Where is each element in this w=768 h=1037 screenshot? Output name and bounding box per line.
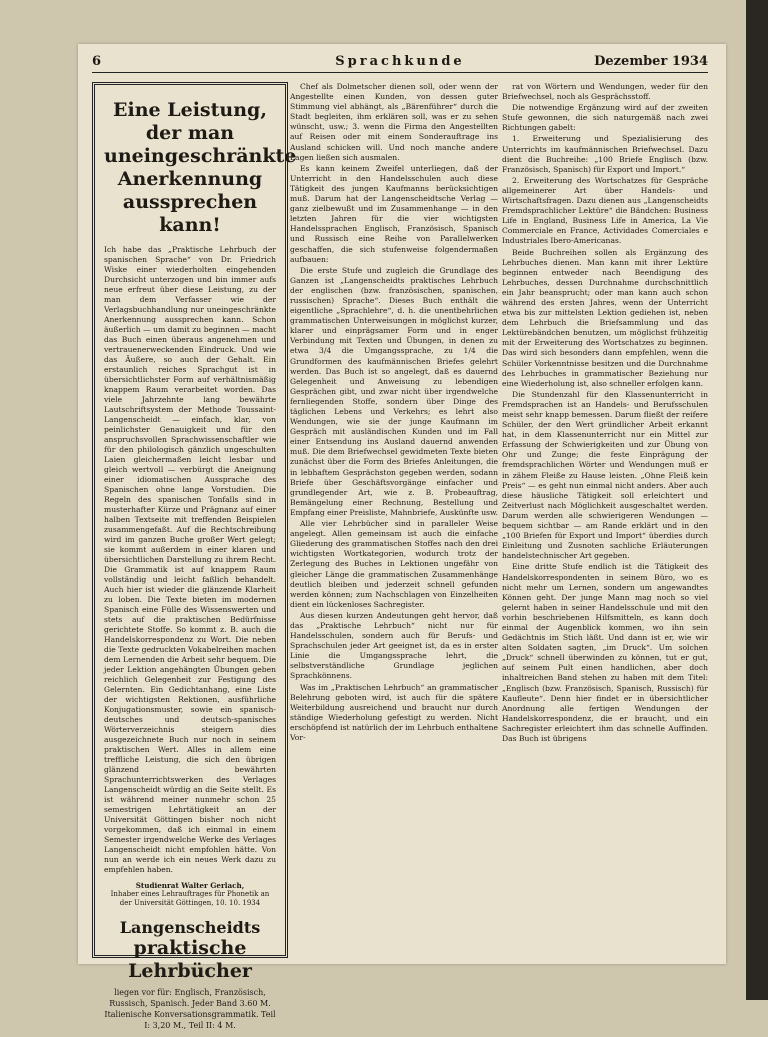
paragraph: Beide Buchreihen sollen als Ergänzung des Lehrbuches dienen. Man kann mit ihrer Lektüre beginnen entweder nach Beendigung des Lehrbuches, dessen Durchnahme durchschnittlich ein Jahr beansprucht; oder man kann auch schon während des ersten Jahres, wenn der Unterricht etwa bis zur mittelsten Lektion gediehen ist, neben dem Lehrbuch die Briefsammlung und das Lektürebändchen benutzen, um möglichst frühzeitig mit der Erweiterung des Wortschatzes zu beginnen. Das wird sich besonders dann empfehlen, wenn die Schüler Vorkenntnisse besitzen und die Durchnahme des Lehrbuches in grammatischer Beziehung nur eine Wiederholung ist, also schneller erfolgen kann. [502, 247, 708, 388]
scan-edge [746, 0, 768, 1000]
article-column-3 [502, 82, 708, 745]
newspaper-page [78, 44, 726, 1030]
paragraph: Aus diesen kurzen Andeutungen geht hervor, daß das „Praktische Lehrbuch“ nicht nur für Handelsschulen, sondern auch für Berufs- und Sprachschulen jeder Art geeignet ist, da es in erster Linie die Umgangssprache lehrt, die selbstverständliche Grundlage jeglichen Sprachkönnens. [290, 610, 498, 681]
paragraph: Die erste Stufe und zugleich die Grundlage des Ganzen ist „Langenscheidts praktisches Lehrbuch der englischen (bzw. französischen, spanischen, russischen) Sprache“. Dieses Buch enthält die eigentliche „Sprachlehre“, d. h. die unentbehrlichen grammatischen Unterweisungen in möglichst kurzer, klarer und einprägsamer Form und in enger Verbindung mit Texten und Übungen, in denen zu etwa 3/4 die Umgangssprache, zu 1/4 die Grundformen des kaufmännischen Briefes gelehrt werden. Das Buch ist so angelegt, daß es dauernd Gelegenheit und Anweisung zu lebendigen Gesprächen gibt, und zwar nicht über irgendwelche fernliegenden Stoffe, sondern über Dinge des täglichen Lebens und Verkehrs; es lehrt also Wendungen, wie sie der junge Kaufmann im Gespräch mit ausländischen Kunden und im Fall einer Entsendung ins Ausland dauernd anwenden muß. Die dem Briefwechsel gewidmeten Texte bieten zunächst über die Form des Briefes Anleitungen, die in lebhaftem Gesprächston gegeben werden, sodann Briefe über Geschäftsvorgänge einfacher und grundlegender Art, wie z. B. Probeauftrag, Bemängelung einer Rechnung, Bestellung und Empfang einer Preisliste, Mahnbriefe, Auskünfte usw. [290, 265, 499, 517]
ad-signature-subtitle: Inhaber eines Lehrauftrages für Phonetik an der Universität Göttingen, 10. 10. 1934 [110, 890, 270, 907]
paragraph: Die Stundenzahl für den Klassenunterricht in Fremdsprachen ist an Handels- und Berufsschulen meist sehr knapp bemessen. Darum fließt der reifere Schüler, der den Wert gründlicher Arbeit erkannt hat, in dem Klassenunterricht nur ein Mittel zur Erfassung der Schwierigkeiten und zur Übung von Ohr und Zunge; die feste Einprägung der fremdsprachlichen Wörter und Wendungen muß er in zähem Fleiße zu Hause leisten. „Ohne Fleiß kein Preis“ — es geht nun einmal nicht anders. Aber auch diese häusliche Tätigkeit soll erleichtert und Zeitverlust nach Möglichkeit ausgeschaltet werden. Darum werden alle schwierigeren Wendungen — bequem sichtbar — am Rande erklärt und in den „100 Briefen für Export und Import“ überdies durch Einleitung und Zusnoten sachliche Erläuterungen handelstechnischer Art gegeben. [502, 389, 708, 561]
paragraph: Chef als Dolmetscher dienen soll, oder wenn der Angestellte einen Kunden, von dessen guter Stimmung viel abhängt, als „Bärenführer“ durch die Stadt begleiten, ihm erklären soll, was er zu sehen wünscht, usw.; 3. wenn die Firma den Angestellten auf Reisen oder mit einem Sonderauftrage ins Ausland schicken will. Und noch manche andere Lagen ließen sich ausmalen. [290, 82, 498, 162]
paragraph: Die notwendige Ergänzung wird auf der zweiten Stufe gewonnen, die sich naturgemäß nach zwei Richtungen gabelt: [502, 103, 708, 133]
paragraph: 2. Erweiterung des Wortschatzes für Gespräche allgemeinerer Art über Handels- und Wirtschaftsfragen. Dazu dienen aus „Langenscheidts Fremdsprachlicher Lektüre“ die Bändchen: Business Life in England, Business Life in America, La Vie Commerciale en France, Actividades Comerciales e Industriales Ibero-Americanas. [502, 175, 708, 246]
advertisement-box [92, 82, 297, 1030]
ad-offer: liegen vor für: Englisch, Französisch, Russisch, Spanisch. Jeder Band 3.60 M. Italienische Konversationsgrammatik. Teil I: 3,20 M., Teil II: 4 M. [104, 988, 276, 1030]
publication-title: Sprachkunde [335, 54, 465, 69]
page-number: 6 [92, 54, 102, 69]
ad-brand-line1: Langenscheidts [119, 918, 261, 937]
ad-heading: Eine Leistung, der man uneingeschränkte Anerkennung aussprechen kann! [104, 99, 297, 236]
ad-signature: Studienrat Walter Gerlach, [135, 881, 245, 890]
paragraph: rat von Wörtern und Wendungen, weder für den Briefwechsel, noch als Gesprächsstoff. [502, 82, 708, 102]
ad-body: Ich habe das „Praktische Lehrbuch der spanischen Sprache“ von Dr. Friedrich Wiske einer wiederholten eingehenden Durchsicht unterzogen und bin immer aufs neue erfreut über diese Leistung, zu der man dem Verfasser wie der Verlagsbuchhandlung nur uneingeschränkte Anerkennung aussprechen kann. Schon äußerlich — um damit zu beginnen — macht das Buch einen überaus angenehmen und vertrauenerweckenden Eindruck. Und wie das Äußere, so auch der Gehalt. Ein erstaunlich reiches Sprachgut ist in übersichtlichster Form auf verhältnismäßig knappem Raum verarbeitet worden. Das viele Jahrzehnte lang bewährte Lautschriftsystem der Methode Toussaint-Langenscheidt — einfach, klar, von peinlichster Genauigkeit und für den anspruchsvollen Sprachwissenschaftler wie für den philologisch gänzlich ungeschulten Laien gleichermaßen leicht lesbar und gleich wertvoll — verbürgt die Aneignung einer idiomatischen Aussprache des Spanischen ohne lange Vorstudien. Die Regeln des spanischen Tonfalls sind in musterhafter Kürze und Prägnanz auf einer halben Textseite mit treffenden Beispielen zusammengefaßt. Auf die Rechtschreibung wird im ganzen Buche großer Wert gelegt; sie kommt außerdem in einer klaren und übersichtlichen Darstellung zu ihrem Recht. Die Grammatik ist auf knappem Raum vollständig und leicht faßlich behandelt. Auch hier ist wieder die glänzende Klarheit zu loben. Die Texte bieten im modernen Spanisch eine Fülle des Wissenswerten und stets auf die praktischen Bedürfnisse gerichtete Stoffe. So kommt z. B. auch die Handelskorrespondenz zu Wort. Die neben die Texte gedruckten Vokabelreihen machen dem Lernenden die Arbeit sehr bequem. Die jeder Lektion angehängten Übungen geben reichlich Gelegenheit zur Festigung des Gelernten. Ein Gedichtanhang, eine Liste der wichtigsten Rektionen, ausführliche Konjugationsmuster, sowie ein spanisch-deutsches und deutsch-spanisches Wörterverzeichnis steigern dies ausgezeichnete Buch nur noch in seinem praktischen Wert. Alles in allem eine treffliche Leistung, die sich den übrigen glänzend bewährten Sprachunterrichtswerken des Verlages Langenscheidt würdig an die Seite stellt. Es ist während meiner nunmehr schon 25 semestrigen Lehrtätigkeit an der Universität Göttingen bisher noch nicht vorgekommen, daß ich einmal in einem Semester irgendwelche Werke des Verlages Langenscheidt nicht empfohlen hätte. Von nun an werde ich ein neues Werk dazu zu empfehlen haben. [104, 245, 276, 874]
paragraph: Alle vier Lehrbücher sind in paralleler Weise angelegt. Allen gemeinsam ist auch die einfache Gliederung des grammatischen Stoffes nach den drei wichtigsten Wortkategorien, wodurch trotz der Zerlegung des Buches in Lektionen ungefähr von gleicher Länge die grammatischen Zusammenhänge deutlich bleiben und jederzeit schnell gefunden werden können; zum Nachschlagen von Einzelheiten dient ein lückenloses Sachregister. [290, 519, 498, 609]
ad-brand-line2: praktische Lehrbücher [128, 937, 252, 982]
header-rule [92, 72, 708, 73]
issue-date: Dezember 1934 [594, 54, 708, 69]
paragraph: Was im „Praktischen Lehrbuch“ an grammatischer Belehrung geboten wird, ist auch für die spätere Weiterbildung ausreichend und braucht nur durch ständige Wiederholung gefestigt zu werden. Nicht erschöpfend ist natürlich der im Lehrbuch enthaltene Vor- [290, 682, 498, 742]
paragraph: Es kann keinem Zweifel unterliegen, daß der Unterricht in den Handelsschulen auch diese Tätigkeit des jungen Kaufmanns berücksichtigen muß. Darum hat der Langenscheidtsche Verlag — ganz zielbewußt und im Zusammenhange — in den letzten Jahren für die vier wichtigsten Handelssprachen Englisch, Französisch, Spanisch und Russisch eine Reihe von Parallelwerken geschaffen, die sich stufenweise folgendermaßen aufbauen: [290, 163, 498, 264]
paragraph: 1. Erweiterung und Spezialisierung des Unterrichts im kaufmännischen Briefwechsel. Dazu dient die Buchreihe: „100 Briefe Englisch (bzw. Französisch, Spanisch) für Export und Import.“ [502, 134, 708, 174]
article-column-2 [290, 82, 498, 744]
paragraph: Eine dritte Stufe endlich ist die Tätigkeit des Handelskorrespondenten in seinem Büro, wo es nicht mehr um Lernen, sondern um angewandtes Können geht. Der junge Mann mag noch so viel gelernt haben in seiner Handelsschule und mit den vorhin beschriebenen Hilfsmitteln, es kann doch einmal der Augenblick kommen, wo ihn sein Gedächtnis im Stich läßt. Und dann ist er, wie wir alten Soldaten sagten, „im Druck“. Um solchen „Druck“ schnell überwinden zu können, tut er gut, auf seinem Pult einen handlichen, aber doch inhaltreichen Band stehen zu haben mit dem Titel: „Englisch (bzw. Französisch, Spanisch, Russisch) für Kaufleute“. Denn hier findet er in übersichtlicher Anordnung alle fertigen Wendungen der Handelskorrespondenz, die er braucht, und ein Sachregister erleichtert ihm das schnelle Auffinden. Das Buch ist übrigens [502, 562, 708, 743]
